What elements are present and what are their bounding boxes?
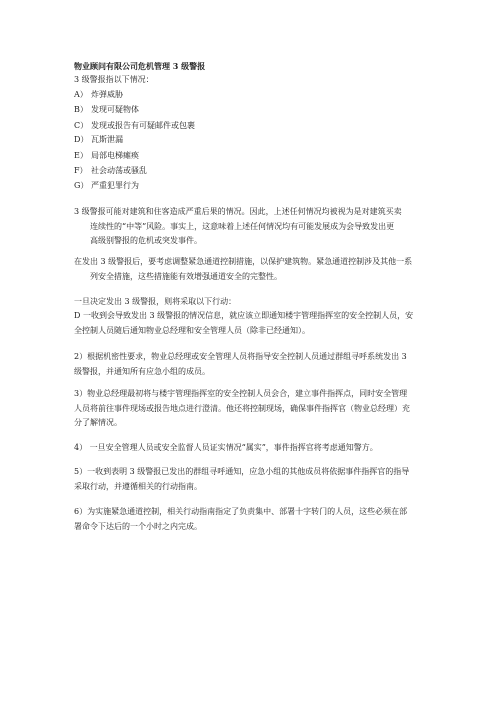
paragraph-line: 3）物业总经理最初将与楼宇管理指挥室的安全控制人员会合，建立事件指挥点，同时安全管理 <box>74 389 408 398</box>
list-item <box>74 134 123 145</box>
paragraph-line: 全控制人员随后通知物业总经理和安全管理人员（除非已经通知）。 <box>74 325 310 335</box>
step-3 <box>74 387 430 431</box>
paragraph-line: 分了解情况。 <box>74 418 122 427</box>
paragraph-access-control <box>74 255 430 284</box>
step-4 <box>74 441 430 456</box>
paragraph-line: 连续性的“中等”风险。事实上，这意味着上述任何情况均有可能发展成为会导致发出更 <box>90 221 395 231</box>
decision-intro: 一旦决定发出 3 级警报，则将采取以下行动： <box>74 297 237 306</box>
paragraph-line: 5）一收到表明 3 级警报已发出的群组寻呼通知，应急小组的其他成员将依据事件指挥官的指导 <box>74 467 410 476</box>
list-item-text: 严重犯罪行为 <box>91 181 139 190</box>
list-marker: C） <box>74 121 89 130</box>
paragraph-line: 署命令下达后的一个小时之内完成。 <box>74 521 202 531</box>
list-item <box>74 89 123 100</box>
list-marker: B） <box>74 105 88 114</box>
step-6 <box>74 505 430 534</box>
step-5 <box>74 465 430 494</box>
list-item-text: 社会动荡或骚乱 <box>91 166 147 175</box>
paragraph-line: 列安全措施，这些措施能有效增强通道安全的完整性。 <box>90 271 282 281</box>
step-d <box>74 309 430 338</box>
list-item <box>74 180 139 191</box>
list-item <box>74 165 147 176</box>
list-item-text: 局部电梯瘫痪 <box>91 151 139 160</box>
paragraph-line: 在发出 3 级警报后，要考虑调整紧急通道控制措施，以保护建筑物。紧急通道控制涉及其他一系 <box>74 257 413 266</box>
list-marker: A） <box>74 90 88 99</box>
list-marker: F） <box>74 166 88 175</box>
list-marker: E） <box>74 151 88 160</box>
list-item <box>74 150 139 161</box>
list-marker: G） <box>74 181 89 190</box>
paragraph-line: 采取行动，并遵循相关的行动指南。 <box>74 481 202 491</box>
list-item-text: 发现或报告有可疑邮件或包裹 <box>91 121 195 130</box>
list-item-text: 发现可疑物体 <box>91 105 139 114</box>
paragraph-line: D 一收到会导致发出 3 级警报的情况信息，就应该立即通知楼宇管理指挥室的安全控制人员，安 <box>74 311 414 320</box>
paragraph-line: 3 级警报可能对建筑和住客造成严重后果的情况。因此，上述任何情况均被视为是对建筑买卖 <box>74 207 402 216</box>
paragraph-risk <box>74 205 430 249</box>
list-item-text: 炸弹威胁 <box>91 90 123 99</box>
list-item <box>74 120 195 131</box>
list-item <box>74 104 139 115</box>
document-title: 物业顾问有限公司危机管理 3 级警报 <box>74 61 206 71</box>
list-item-text: 瓦斯泄漏 <box>91 135 123 144</box>
paragraph-line: 4） 一旦安全管理人员或安全监督人员证实情况“属实”，事件指挥官将考虑通知警方。 <box>74 443 378 452</box>
paragraph-line: 人员将前往事件现场或报告地点进行澄清。他还将控制现场，确保事件指挥官（物业总经理）充 <box>74 403 410 413</box>
paragraph-line: 高级别警报的危机或突发事件。 <box>90 236 202 245</box>
list-marker: D） <box>74 135 89 144</box>
paragraph-line: 6）为实施紧急通道控制，相关行动指南指定了负责集中、部署十字转门的人员，这些必须在部 <box>74 507 408 516</box>
intro-text: 3 级警报指以下情况： <box>74 75 154 84</box>
paragraph-line: 2）根据机密性要求，物业总经理或安全管理人员将指导安全控制人员通过群组寻呼系统发出 3 <box>74 352 407 361</box>
step-2 <box>74 350 430 379</box>
paragraph-line: 级警报，并通知所有应急小组的成员。 <box>74 366 210 376</box>
